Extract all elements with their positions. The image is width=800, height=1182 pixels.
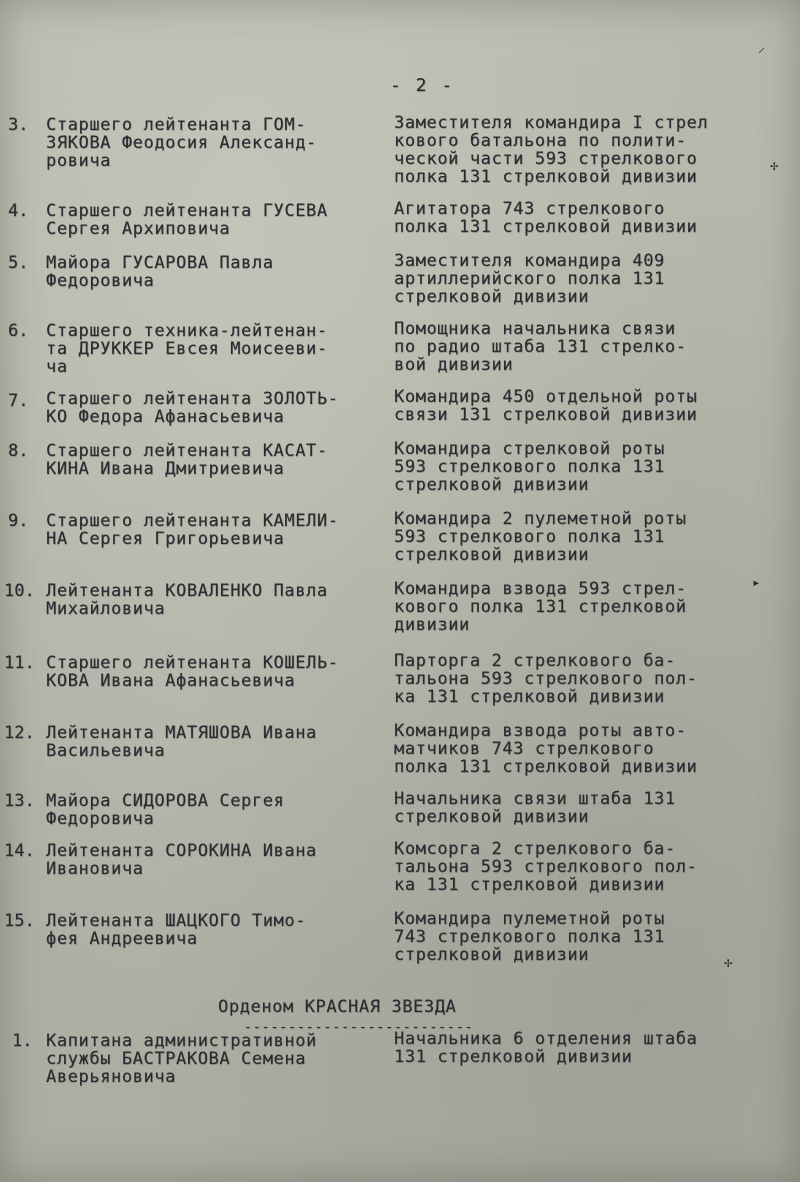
position-line: Командира взвода 593 стрел- — [394, 579, 687, 599]
recipient-line: КО Федора Афанасьевича — [46, 407, 285, 427]
recipient-line: ча — [46, 357, 68, 377]
position-line: Командира взвода роты авто- — [394, 721, 687, 741]
recipient-line: Васильевича — [46, 741, 166, 761]
position-line: связи 131 стрелковой дивизии — [394, 405, 698, 425]
entry-number: 6. — [8, 321, 29, 341]
position-line: дивизии — [394, 615, 470, 635]
position-line: по радио штаба 131 стрелко- — [394, 337, 687, 357]
recipient-line: КОВА Ивана Афанасьевича — [46, 671, 296, 691]
position-line: Комсорга 2 стрелкового ба- — [394, 839, 676, 859]
entry-number: 12. — [4, 723, 35, 743]
entry-number: 8. — [8, 441, 29, 461]
recipient-line: Михайловича — [46, 599, 166, 619]
recipient-line: КИНА Ивана Дмитриевича — [46, 459, 285, 479]
position-line: Начальника связи штаба 131 — [394, 789, 676, 809]
recipient-line: Майора СИДОРОВА Сергея — [46, 791, 285, 811]
recipient-line: Старшего лейтенанта КАМЕЛИ- — [46, 511, 339, 531]
entry-number: 1. — [12, 1031, 33, 1051]
entry-number: 7. — [8, 391, 29, 411]
recipient-line: Федоровича — [46, 809, 155, 829]
margin-mark-icon: ✢ — [770, 158, 779, 174]
position-line: полка 131 стрелковой дивизии — [394, 757, 698, 777]
position-line: артиллерийского полка 131 — [394, 269, 665, 289]
recipient-line: ровича — [46, 151, 112, 171]
entry-number: 11. — [4, 653, 35, 673]
section-heading: Орденом КРАСНАЯ ЗВЕЗДА — [218, 997, 457, 1017]
position-line: Парторга 2 стрелкового ба- — [394, 651, 676, 671]
recipient-line: Старшего техника-лейтенан- — [46, 321, 328, 341]
margin-mark-icon: ✢ — [724, 955, 733, 971]
recipient-line: службы БАСТРАКОВА Семена — [46, 1049, 307, 1069]
position-line: 593 стрелкового полка 131 — [394, 457, 665, 477]
entry-number: 3. — [8, 115, 29, 135]
position-line: Командира 450 отдельной роты — [394, 387, 698, 407]
recipient-line: Старшего лейтенанта КАСАТ- — [46, 441, 328, 461]
section-underline: -------------------------- — [244, 1020, 474, 1035]
position-line: стрелковой дивизии — [394, 287, 590, 307]
position-line: стрелковой дивизии — [394, 475, 590, 495]
recipient-line: Лейтенанта ШАЦКОГО Тимо- — [46, 911, 307, 931]
recipient-line: Капитана административной — [46, 1031, 317, 1051]
position-line: Помощника начальника связи — [394, 319, 676, 339]
page-number: - 2 - — [390, 75, 455, 96]
recipient-line: Аверьяновича — [46, 1067, 177, 1087]
entry-number: 10. — [4, 581, 35, 601]
recipient-line: Старшего лейтенанта ГОМ- — [46, 115, 307, 135]
position-line: ка 131 стрелковой дивизии — [394, 687, 665, 707]
position-line: полка 131 стрелковой дивизии — [394, 217, 698, 237]
entry-number: 4. — [8, 201, 29, 221]
position-line: 593 стрелкового полка 131 — [394, 527, 665, 547]
position-line: Командира стрелковой роты — [394, 439, 665, 459]
position-line: стрелковой дивизии — [394, 807, 590, 827]
recipient-line: Лейтенанта МАТЯШОВА Ивана — [46, 723, 317, 743]
position-line: полка 131 стрелковой дивизии — [394, 167, 698, 187]
position-line: стрелковой дивизии — [394, 545, 590, 565]
recipient-line: Старшего лейтенанта ЗОЛОТЬ- — [46, 389, 339, 409]
recipient-line: Ивановича — [46, 859, 144, 879]
entry-number: 9. — [8, 511, 29, 531]
position-line: стрелковой дивизии — [394, 945, 590, 965]
position-line: Командира 2 пулеметной роты — [394, 509, 687, 529]
position-line: 131 стрелковой дивизии — [394, 1047, 633, 1067]
entry-number: 5. — [8, 253, 29, 273]
recipient-line: Лейтенанта КОВАЛЕНКО Павла — [46, 581, 328, 601]
position-line: 743 стрелкового полка 131 — [394, 927, 665, 947]
entry-number: 13. — [4, 791, 35, 811]
margin-mark-icon: ⸝ — [758, 40, 765, 56]
position-line: Заместителя командира 409 — [394, 251, 665, 271]
recipient-line: Старшего лейтенанта КОШЕЛЬ- — [46, 653, 339, 673]
recipient-line: НА Сергея Григорьевича — [46, 529, 285, 549]
position-line: вой дивизии — [394, 355, 514, 375]
position-line: матчиков 743 стрелкового — [394, 739, 655, 759]
recipient-line: та ДРУККЕР Евсея Моисееви- — [46, 339, 328, 359]
recipient-line: Старшего лейтенанта ГУСЕВА — [46, 201, 328, 221]
recipient-line: Федоровича — [46, 271, 155, 291]
recipient-line: Майора ГУСАРОВА Павла — [46, 253, 274, 273]
position-line: кового полка 131 стрелковой — [394, 597, 687, 617]
position-line: Заместителя командира I стрел — [394, 113, 709, 133]
recipient-line: Сергея Архиповича — [46, 219, 231, 239]
position-line: ческой части 593 стрелкового — [394, 149, 698, 169]
position-line: тальона 593 стрелкового пол- — [394, 669, 698, 689]
entry-number: 14. — [4, 841, 35, 861]
position-line: Командира пулеметной роты — [394, 909, 665, 929]
position-line: тальона 593 стрелкового пол- — [394, 857, 698, 877]
margin-mark-icon: ▸ — [752, 575, 761, 591]
recipient-line: ЗЯКОВА Феодосия Александ- — [46, 133, 317, 153]
position-line: кового батальона по полити- — [394, 131, 687, 151]
position-line: Начальника 6 отделения штаба — [394, 1029, 698, 1049]
recipient-line: фея Андреевича — [46, 929, 198, 949]
position-line: Агитатора 743 стрелкового — [394, 199, 665, 219]
recipient-line: Лейтенанта СОРОКИНА Ивана — [46, 841, 317, 861]
position-line: ка 131 стрелковой дивизии — [394, 875, 665, 895]
entry-number: 15. — [4, 911, 35, 931]
